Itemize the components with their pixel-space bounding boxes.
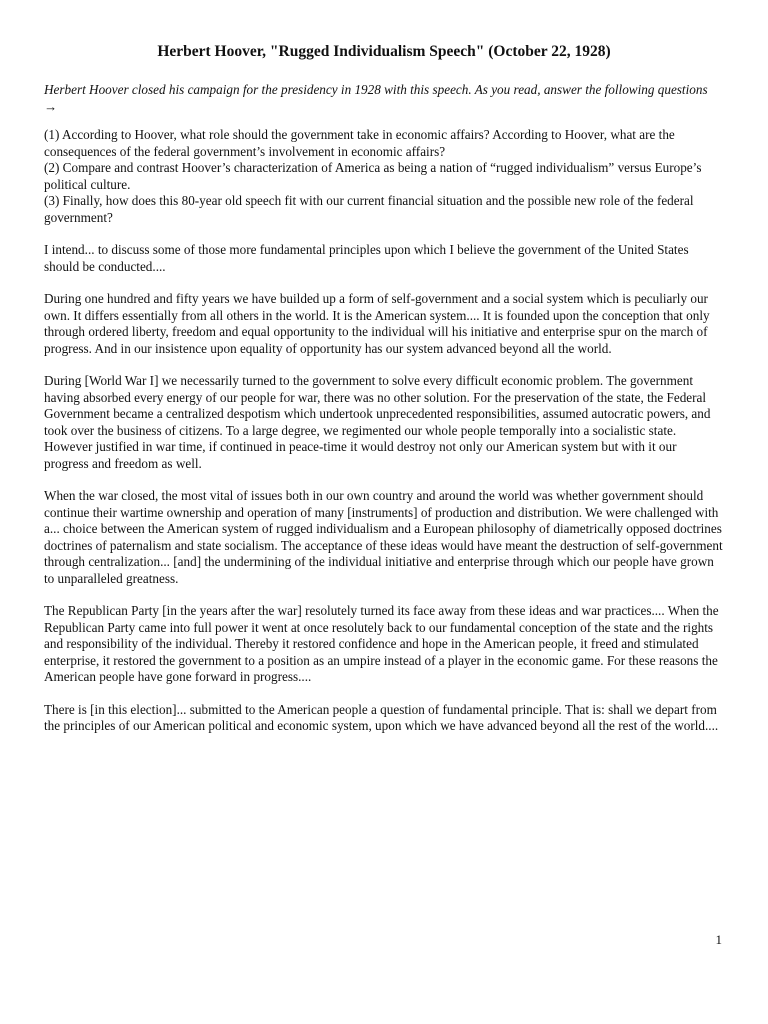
question-item: (3) Finally, how does this 80-year old speech fit with our current financial situation and the possible new role of the federal government?	[44, 193, 694, 225]
speech-paragraph: I intend... to discuss some of those more fundamental principles upon which I believe the government of the United States should be conducted....	[44, 242, 689, 274]
question-list	[44, 127, 724, 226]
speech-paragraph: During one hundred and fifty years we have builded up a form of self-government and a social system which is peculiarly our own. It differs essentially from all others in the world. It is the American system.... It is founded upon the conception that only through ordered liberty, freedom and equal opportunity to the individual will his initiative and enterprise spur on the march of progress. And in our insistence upon equality of opportunity has our system advanced beyond all the world.	[44, 291, 710, 356]
speech-paragraph: During [World War I] we necessarily turned to the government to solve every difficult economic problem. The government having absorbed every energy of our people for war, there was no other solution. For the preservation of the state, the Federal Government became a centralized despotism which undertook unprecedented responsibilities, assumed autocratic powers, and took over the business of citizens. To a large degree, we regimented our whole people temporally into a socialistic state. However justified in war time, if continued in peace-time it would destroy not only our American system but with it our progress and freedom as well.	[44, 373, 711, 471]
speech-paragraph: When the war closed, the most vital of issues both in our own country and around the world was whether government should continue their wartime ownership and operation of many [instruments] of production and distribution. We were challenged with a... choice between the American system of rugged individualism and a European philosophy of diametrically opposed doctrines doctrines of paternalism and state socialism. The acceptance of these ideas would have meant the destruction of self-government through centralization... [and] the undermining of the individual initiative and enterprise through which our people have grown to unparalleled greatness.	[44, 488, 723, 586]
intro-text: Herbert Hoover closed his campaign for the presidency in 1928 with this speech. As you read, answer the following questions →	[44, 82, 708, 114]
document-title: Herbert Hoover, "Rugged Individualism Speech" (October 22, 1928)	[157, 43, 611, 60]
question-item: (2) Compare and contrast Hoover’s characterization of America as being a nation of “rugged individualism” versus Europe’s political culture.	[44, 160, 702, 192]
speech-paragraph: The Republican Party [in the years after the war] resolutely turned its face away from these ideas and war practices.... When the Republican Party came into full power it went at once resolutely back to our fundamental conception of the state and the rights and responsibility of the individual. Thereby it restored confidence and hope in the American people, it freed and stimulated enterprise, it restored the government to a position as an umpire instead of a player in the economic game. For these reasons the American people have gone forward in progress....	[44, 603, 719, 684]
question-item: (1) According to Hoover, what role should the government take in economic affairs? According to Hoover, what are the consequences of the federal government’s involvement in economic affairs?	[44, 127, 675, 159]
speech-paragraph: There is [in this election]... submitted to the American people a question of fundamental principle. That is: shall we depart from the principles of our American political and economic system, upon which we have advanced beyond all the rest of the world....	[44, 701, 719, 733]
page-number: 1	[715, 932, 722, 947]
document-page	[44, 42, 724, 751]
